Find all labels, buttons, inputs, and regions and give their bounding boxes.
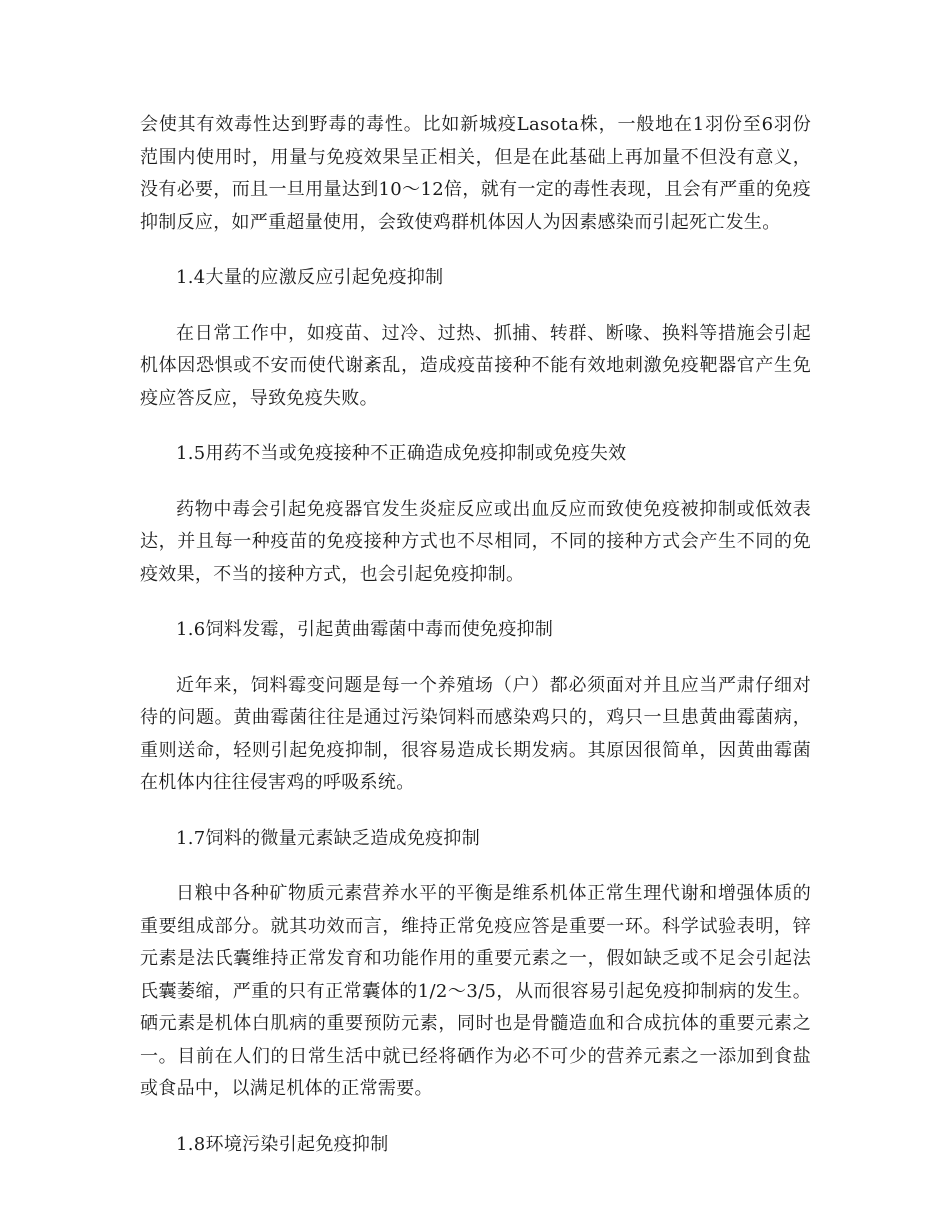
section-heading-1-6: 1.6饲料发霉，引起黄曲霉菌中毒而使免疫抑制 [176,619,554,640]
paragraph-aflatoxin: 近年来，饲料霉变问题是每一个养殖场（户）都必须面对并且应当严肃仔细对待的问题。黄曲霉菌往往是通过污染饲料而感染鸡只的，鸡只一旦患黄曲霉菌病，重则送命，轻则引起免疫抑制，很容易造成长期发病。其原因很简单，因黄曲霉菌在机体内往往侵害鸡的呼吸系统。 [140,674,811,793]
paragraph-drug-misuse: 药物中毒会引起免疫器官发生炎症反应或出血反应而致使免疫被抑制或低效表达，并且每一种疫苗的免疫接种方式也不尽相同，不同的接种方式会产生不同的免疫效果，不当的接种方式，也会引起免疫抑制。 [140,498,811,585]
section-heading-1-4: 1.4大量的应激反应引起免疫抑制 [176,267,444,288]
section-heading-1-8: 1.8环境污染引起免疫抑制 [176,1133,389,1155]
paragraph-stress-response: 在日常工作中，如疫苗、过冷、过热、抓捕、转群、断喙、换料等措施会引起机体因恐惧或不安而使代谢紊乱，造成疫苗接种不能有效地刺激免疫靶器官产生免疫应答反应，导致免疫失败。 [140,322,811,409]
section-heading-1-5: 1.5用药不当或免疫接种不正确造成免疫抑制或免疫失效 [176,443,627,464]
paragraph-trace-elements: 日粮中各种矿物质元素营养水平的平衡是维系机体正常生理代谢和增强体质的重要组成部分。就其功效而言，维持正常免疫应答是重要一环。科学试验表明，锌元素是法氏囊维持正常发育和功能作用的重要元素之一，假如缺乏或不足会引起法氏囊萎缩，严重的只有正常囊体的1/2～3/5，从而很容易引起免疫抑制病的发生。硒元素是机体白肌病的重要预防元素，同时也是骨髓造血和合成抗体的重要元素之一。目前在人们的日常生活中就已经将硒作为必不可少的营养元素之一添加到食盐或食品中，以满足机体的正常需要。 [140,883,811,1099]
document-body [140,109,811,1184]
paragraph-vaccine-overdose: 会使其有效毒性达到野毒的毒性。比如新城疫Lasota株，一般地在1羽份至6羽份范围内使用时，用量与免疫效果呈正相关，但是在此基础上再加量不但没有意义，没有必要，而且一旦用量达到10～12倍，就有一定的毒性表现，且会有严重的免疫抑制反应，如严重超量使用，会致使鸡群机体因人为因素感染而引起死亡发生。 [140,114,811,233]
section-heading-1-7: 1.7饲料的微量元素缺乏造成免疫抑制 [176,827,481,849]
